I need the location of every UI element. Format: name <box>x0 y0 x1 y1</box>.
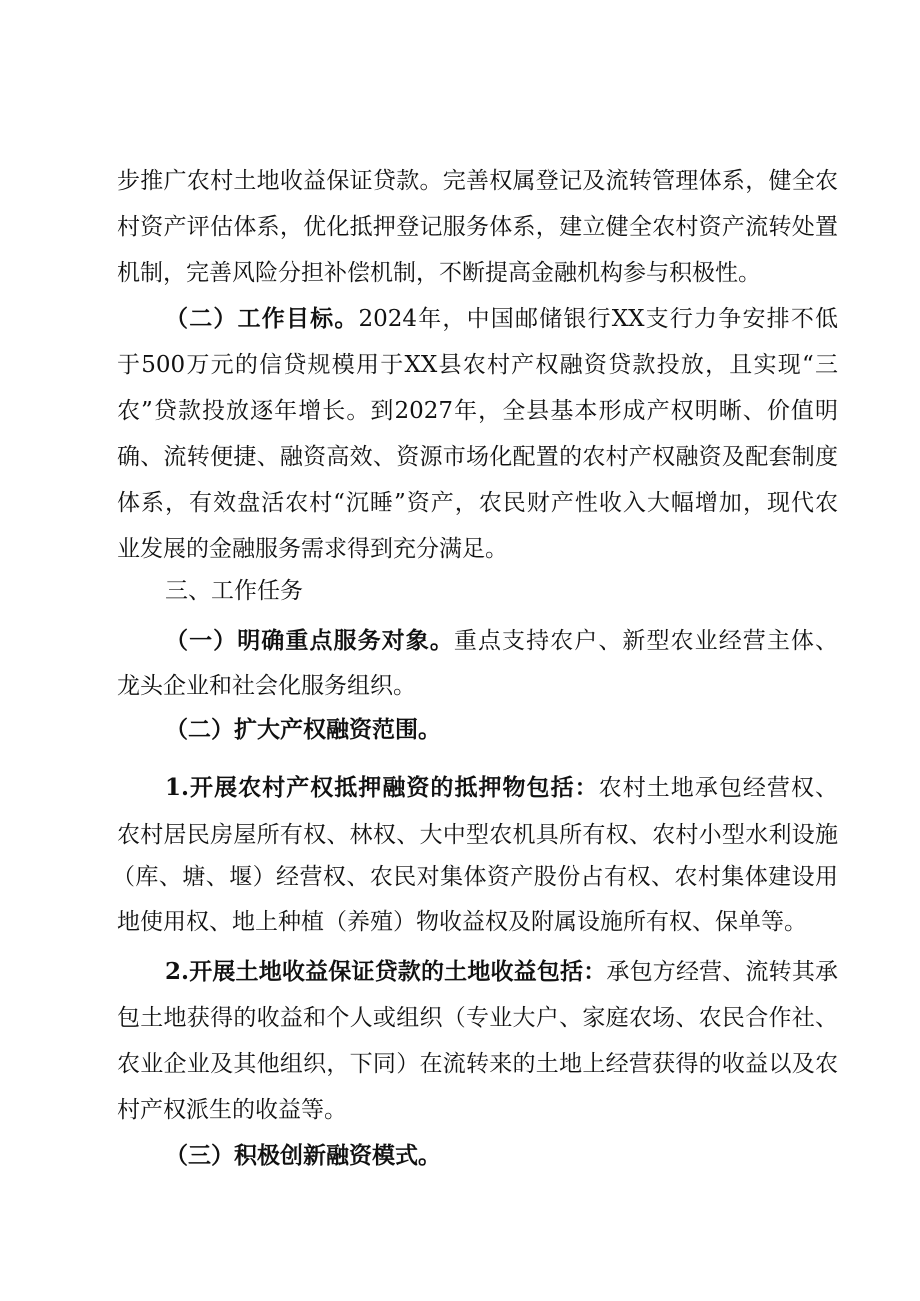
body-text-line: 体系，有效盘活农村“沉睡”资产，农民财产性收入大幅增加，现代农 <box>117 490 838 516</box>
task2-heading: （二）扩大产权融资范围。 <box>165 716 441 743</box>
task3-heading: （三）积极创新融资模式。 <box>165 1142 441 1169</box>
body-text-line: 村产权派生的收益等。 <box>117 1097 347 1123</box>
goal-paragraph-first-line <box>165 304 838 334</box>
body-text-line: 农村居民房屋所有权、林权、大中型农机具所有权、农村小型水利设施 <box>117 822 838 848</box>
body-text-line: 业发展的金融服务需求得到充分满足。 <box>117 536 508 562</box>
body-text-line: 确、流转便捷、融资高效、资源市场化配置的农村产权融资及配套制度 <box>117 444 838 470</box>
item2-first-line <box>165 957 838 987</box>
body-text-line: 于500万元的信贷规模用于XX县农村产权融资贷款投放，且实现“三 <box>117 352 838 378</box>
task1-text: 重点支持农户、新型农业经营主体、 <box>453 628 839 654</box>
body-text-line: 机制，完善风险分担补偿机制，不断提高金融机构参与积极性。 <box>117 260 761 286</box>
task1-paragraph-first-line <box>165 626 838 656</box>
item2-text: 承包方经营、流转其承 <box>606 959 839 985</box>
body-text-line: （库、塘、堰）经营权、农民对集体资产股份占有权、农村集体建设用 <box>112 864 838 890</box>
item1-text: 农村土地承包经营权、 <box>598 775 839 801</box>
body-text-line: 地使用权、地上种植（养殖）物收益权及附属设施所有权、保单等。 <box>117 909 807 935</box>
goal-heading: （二）工作目标。 <box>165 305 359 332</box>
body-text-line: 农”贷款投放逐年增长。到2027年，全县基本形成产权明晰、价值明 <box>117 398 838 424</box>
task1-heading: （一）明确重点服务对象。 <box>165 627 454 654</box>
body-text-line: 村资产评估体系，优化抵押登记服务体系，建立健全农村资产流转处置 <box>117 214 838 240</box>
item1-heading: 1.开展农村产权抵押融资的抵押物包括： <box>165 774 599 801</box>
body-text-line: 包土地获得的收益和个人或组织（专业大户、家庭农场、农民合作社、 <box>117 1005 838 1031</box>
body-text-line: 农业企业及其他组织，下同）在流转来的土地上经营获得的收益以及农 <box>117 1051 838 1077</box>
body-text-line: 步推广农村土地收益保证贷款。完善权属登记及流转管理体系，健全农 <box>117 168 838 194</box>
item1-first-line <box>165 773 838 803</box>
body-text-line: 龙头企业和社会化服务组织。 <box>117 673 416 699</box>
item2-heading: 2.开展土地收益保证贷款的土地收益包括： <box>165 958 607 985</box>
section-heading: 三、工作任务 <box>165 578 303 604</box>
goal-text: 2024年，中国邮储银行XX支行力争安排不低 <box>358 306 839 332</box>
